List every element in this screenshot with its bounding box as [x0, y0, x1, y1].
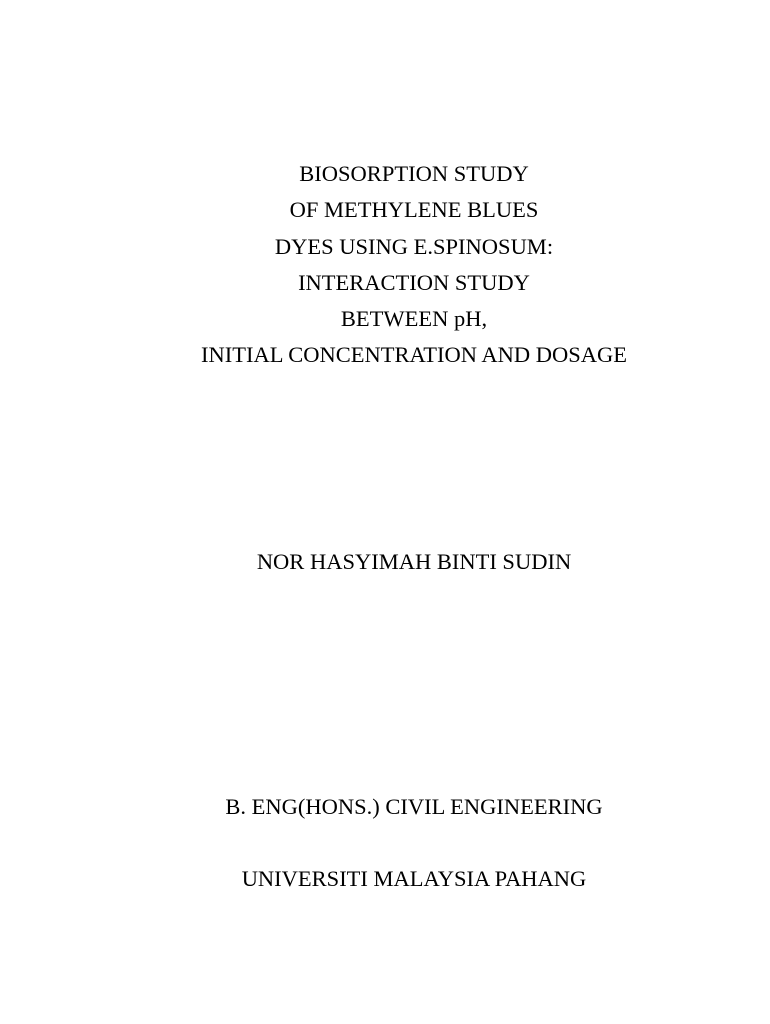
title-line: INTERACTION STUDY [298, 269, 530, 295]
title-line: DYES USING E.SPINOSUM: [274, 233, 554, 259]
title-line: BIOSORPTION STUDY [299, 161, 529, 186]
title-line: INITIAL CONCENTRATION AND DOSAGE [200, 342, 627, 368]
author-name: NOR HASYIMAH BINTI SUDIN [256, 549, 572, 574]
university-name: UNIVERSITI MALAYSIA PAHANG [241, 866, 587, 891]
thesis-title [0, 156, 770, 374]
title-line: BETWEEN pH, [340, 306, 488, 332]
degree-name: B. ENG(HONS.) CIVIL ENGINEERING [225, 794, 603, 819]
title-line: OF METHYLENE BLUES [289, 197, 539, 223]
